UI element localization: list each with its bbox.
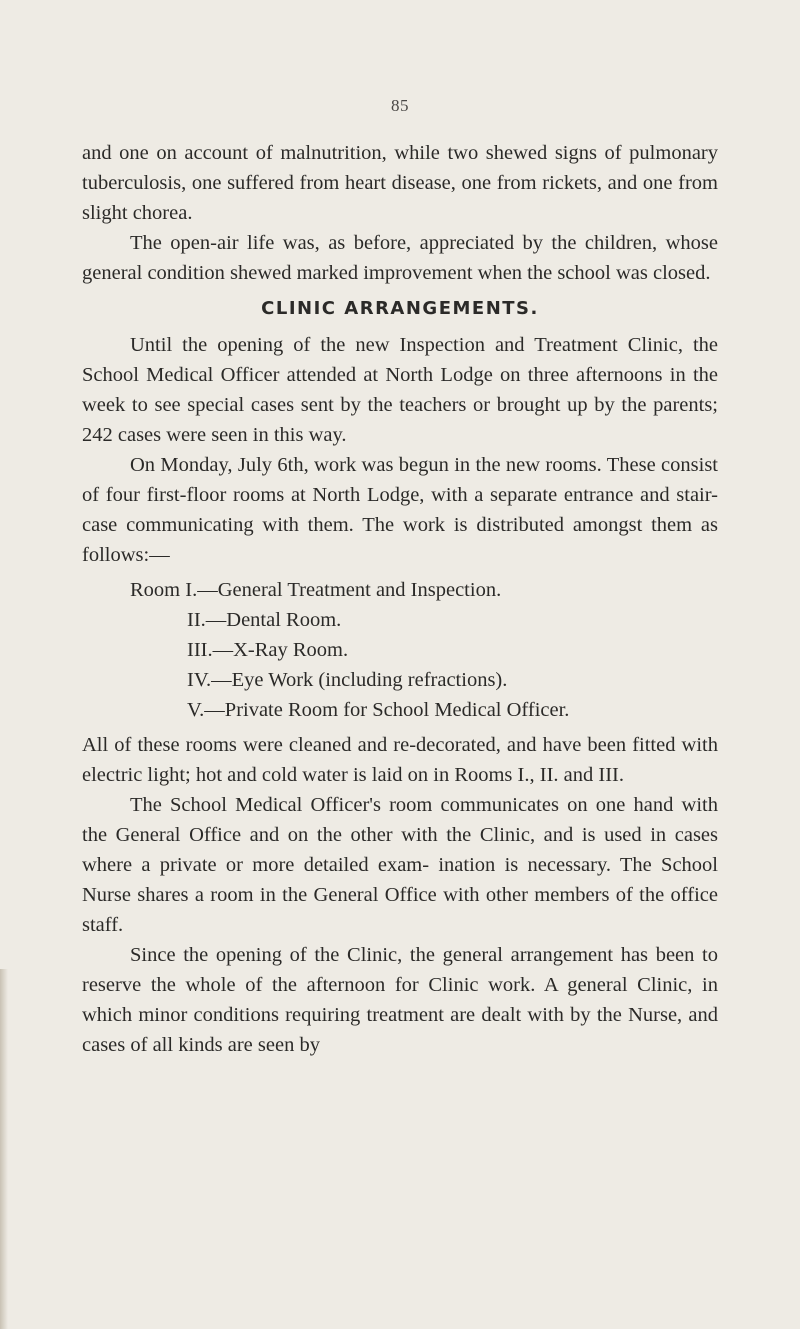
paragraph-since: Since the opening of the Clinic, the general arrangement has been to reserve the whole of the afternoon for Clinic work. A general Clinic, in which minor conditions requiring treatment are dealt with by the Nurse, and cases of all kinds are seen by <box>82 944 718 1056</box>
paragraph-open-air: The open-air life was, as before, appreciated by the children, whose general condition shewed marked improvement when the school was closed. <box>82 232 718 284</box>
page-edge-shadow <box>0 969 8 1329</box>
room-item: IV.—Eye Work (including refractions). <box>187 669 508 691</box>
room-item: III.—X-Ray Room. <box>187 639 349 661</box>
paragraph-monday: On Monday, July 6th, work was begun in the new rooms. These consist of four first-floor rooms at North Lodge, with a separate entrance and stair-case communicating with them. The work is distributed amongst them as follows:— <box>82 454 718 566</box>
room-item: V.—Private Room for School Medical Officer. <box>187 699 570 721</box>
paragraph-until: Until the opening of the new Inspection and Treatment Clinic, the School Medical Officer attended at North Lodge on three afternoons in the week to see special cases sent by the teachers or brought up by the parents; 242 cases were seen in this way. <box>82 334 718 446</box>
page-number: 85 <box>391 96 409 115</box>
paragraph-decorated: All of these rooms were cleaned and re-decorated, and have been fitted with electric light; hot and cold water is laid on in Rooms I., II. and III. <box>82 734 718 786</box>
room-list <box>82 575 718 725</box>
page-body <box>82 138 718 1060</box>
section-heading: CLINIC ARRANGEMENTS. <box>261 298 539 319</box>
room-item: II.—Dental Room. <box>187 609 342 631</box>
room-item: Room I.—General Treatment and Inspection. <box>130 579 502 601</box>
paragraph-intro: and one on account of malnutrition, while two shewed signs of pulmonary tuberculosis, one suffered from heart disease, one from rickets, and one from slight chorea. <box>82 142 718 224</box>
paragraph-officer-room: The School Medical Officer's room communicates on one hand with the General Office and on the other with the Clinic, and is used in cases where a private or more detailed exam- ination is necessary. The School Nurse shares a room in the General Office with other members of the office staff. <box>82 794 718 936</box>
